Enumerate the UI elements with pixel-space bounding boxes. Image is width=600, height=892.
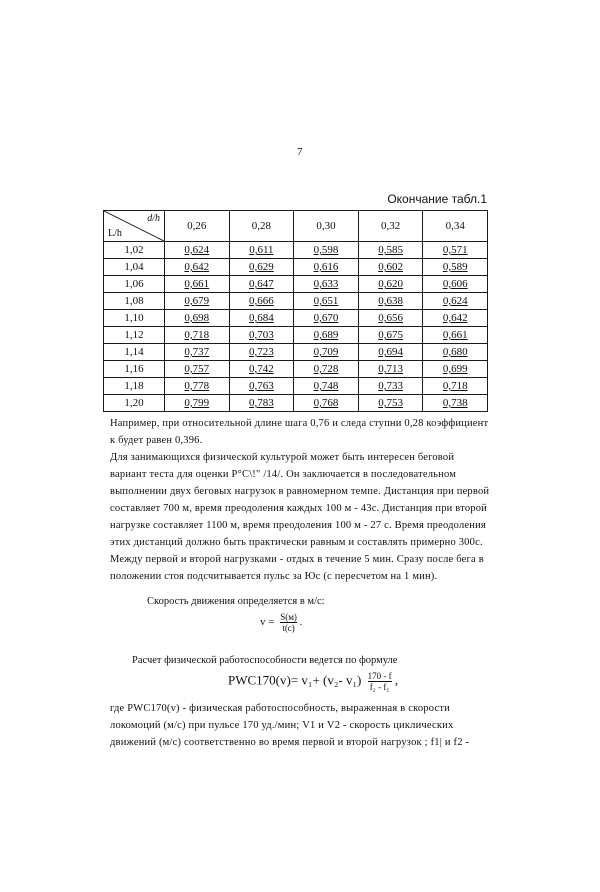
table-cell: 0,642 [165, 259, 230, 276]
row-label-cell: 1,04 [104, 259, 165, 276]
row-label-cell: 1,08 [104, 293, 165, 310]
data-table [103, 210, 488, 412]
table-cell: 0,709 [294, 344, 359, 361]
table-cell: 0,713 [358, 361, 423, 378]
corner-row-label: L/h [108, 228, 122, 239]
row-label-cell: 1,20 [104, 395, 165, 412]
table-row [104, 276, 488, 293]
formula-numerator: S(м) [280, 612, 297, 622]
table-body [104, 242, 488, 412]
table-cell: 0,589 [423, 259, 488, 276]
table-row [104, 293, 488, 310]
paragraph-example: Например, при относительной длине шага 0,76 и следа ступни 0,28 коэффициент к будет равен 0,396. [110, 418, 489, 446]
formula-lhs: v = [260, 616, 275, 629]
table-cell: 0,642 [423, 310, 488, 327]
table-cell: 0,680 [423, 344, 488, 361]
table-header-cell: 0,26 [165, 211, 230, 242]
table-cell: 0,629 [229, 259, 294, 276]
table-row [104, 378, 488, 395]
table-cell: 0,783 [229, 395, 294, 412]
paragraph-running-test: Для занимающихся физической культурой может быть интересен беговой вариант теста для оценки P°C\!" /14/. Он заключается в последовательном выполнении двух беговых нагрузок в равномерном темпе. Дистанция при первой составляет 700 м, время преодоления каждых 100 м - 43с. Дистанция при второй нагрузке составляет 1100 м, время преодоления 100 м - 27 с. Время преодоления этих дистанций должно быть практически равным и составлять примерно 300с. Между первой и второй нагрузками - отдых в течение 5 мин. Сразу после бега в положении стоя подсчитывается пульс за Юс (с пересчетом на 1 мин). [110, 452, 490, 582]
row-label-cell: 1,18 [104, 378, 165, 395]
table-cell: 0,728 [294, 361, 359, 378]
table-row [104, 259, 488, 276]
table-corner-cell [104, 211, 165, 242]
table-header-row [104, 211, 488, 242]
table-cell: 0,689 [294, 327, 359, 344]
row-label-cell: 1,16 [104, 361, 165, 378]
table-header-cell: 0,32 [358, 211, 423, 242]
row-label-cell: 1,10 [104, 310, 165, 327]
formula-denominator: f₂ - f₁ [369, 682, 390, 692]
table-cell: 0,757 [165, 361, 230, 378]
table-cell: 0,723 [229, 344, 294, 361]
speed-formula [260, 612, 302, 633]
table-cell: 0,602 [358, 259, 423, 276]
table-cell: 0,799 [165, 395, 230, 412]
table-cell: 0,748 [294, 378, 359, 395]
table-cell: 0,679 [165, 293, 230, 310]
table-caption: Окончание табл.1 [387, 192, 487, 206]
table-cell: 0,737 [165, 344, 230, 361]
formula-fraction [368, 671, 392, 692]
table-cell: 0,656 [358, 310, 423, 327]
table-cell: 0,571 [423, 242, 488, 259]
formula-lhs: PWC170(v)= v₁+ (v₂- v₁) [228, 672, 362, 688]
table-cell: 0,675 [358, 327, 423, 344]
table-cell: 0,624 [423, 293, 488, 310]
table-cell: 0,620 [358, 276, 423, 293]
table-header-cell: 0,30 [294, 211, 359, 242]
table-cell: 0,611 [229, 242, 294, 259]
table-cell: 0,684 [229, 310, 294, 327]
table-cell: 0,698 [165, 310, 230, 327]
table-cell: 0,718 [423, 378, 488, 395]
table-cell: 0,661 [165, 276, 230, 293]
formula-numerator: 170 - f [367, 671, 392, 681]
table-cell: 0,733 [358, 378, 423, 395]
formula-denominator: t(c) [282, 623, 295, 633]
table-cell: 0,670 [294, 310, 359, 327]
formula-tail: , [394, 672, 399, 688]
table-cell: 0,703 [229, 327, 294, 344]
table-header-cell: 0,34 [423, 211, 488, 242]
formula-tail: . [299, 616, 303, 629]
table-cell: 0,616 [294, 259, 359, 276]
row-label-cell: 1,14 [104, 344, 165, 361]
table-cell: 0,753 [358, 395, 423, 412]
table-row [104, 327, 488, 344]
table-cell: 0,768 [294, 395, 359, 412]
calc-intro: Расчет физической работоспособности ведется по формуле [132, 655, 398, 666]
table-cell: 0,699 [423, 361, 488, 378]
row-label-cell: 1,12 [104, 327, 165, 344]
paragraph-definitions: где PWC170(v) - физическая работоспособность, выраженная в скорости локомоций (м/с) при пульсе 170 уд./мин; V1 и V2 - скорость циклических движений (м/с) соответственно во время первой и второй нагрузок ; f1| и f2 - [110, 703, 470, 748]
table-cell: 0,638 [358, 293, 423, 310]
table-cell: 0,763 [229, 378, 294, 395]
table-cell: 0,666 [229, 293, 294, 310]
table-row [104, 310, 488, 327]
table-header-cell: 0,28 [229, 211, 294, 242]
table-cell: 0,606 [423, 276, 488, 293]
table-row [104, 361, 488, 378]
table-row [104, 395, 488, 412]
formula-fraction [280, 612, 297, 633]
table-cell: 0,738 [423, 395, 488, 412]
table-cell: 0,585 [358, 242, 423, 259]
speed-intro: Скорость движения определяется в м/с: [147, 596, 325, 607]
table-cell: 0,694 [358, 344, 423, 361]
corner-col-label: d/h [147, 213, 160, 224]
row-label-cell: 1,02 [104, 242, 165, 259]
table-cell: 0,742 [229, 361, 294, 378]
page-number: 7 [297, 146, 303, 158]
pwc-formula [228, 671, 398, 692]
table-cell: 0,633 [294, 276, 359, 293]
row-label-cell: 1,06 [104, 276, 165, 293]
table-cell: 0,647 [229, 276, 294, 293]
table-cell: 0,624 [165, 242, 230, 259]
table-cell: 0,651 [294, 293, 359, 310]
table-cell: 0,718 [165, 327, 230, 344]
table-cell: 0,598 [294, 242, 359, 259]
table-cell: 0,778 [165, 378, 230, 395]
table-row [104, 344, 488, 361]
table-cell: 0,661 [423, 327, 488, 344]
table-row [104, 242, 488, 259]
